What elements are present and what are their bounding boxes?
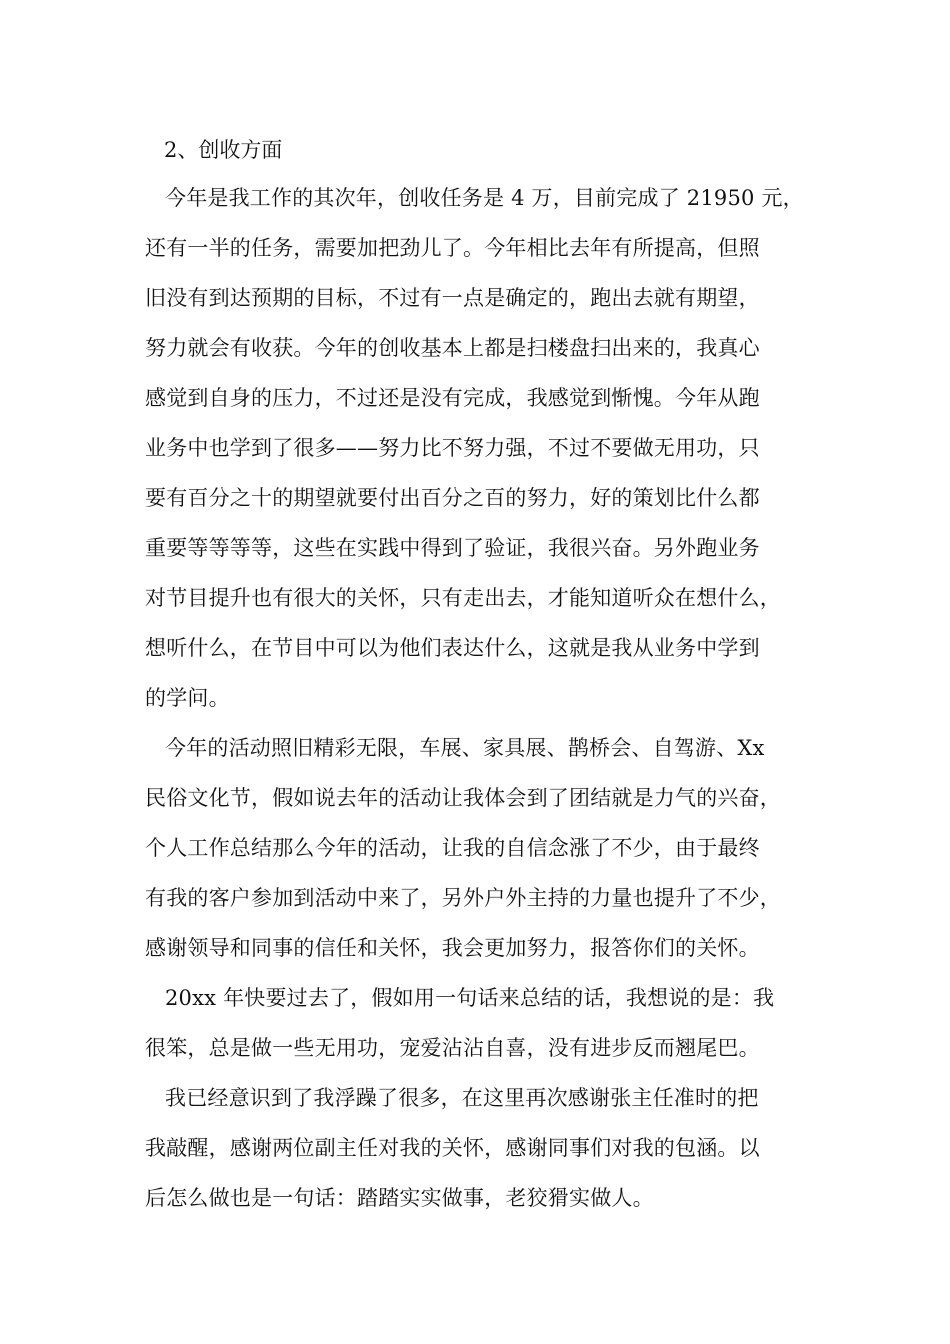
paragraph-line: 重要等等等等，这些在实践中得到了验证，我很兴奋。另外跑业务 bbox=[145, 536, 760, 560]
paragraph-line: 还有一半的任务，需要加把劲儿了。今年相比去年有所提高，但照 bbox=[145, 236, 760, 260]
paragraph-line: 的学问。 bbox=[145, 686, 230, 710]
section-heading: 2、创收方面 bbox=[164, 138, 283, 162]
paragraph-line: 对节目提升也有很大的关怀，只有走出去，才能知道听众在想什么， bbox=[145, 586, 781, 610]
paragraph-line: 努力就会有收获。今年的创收基本上都是扫楼盘扫出来的，我真心 bbox=[145, 336, 760, 360]
paragraph-line: 后怎么做也是一句话：踏踏实实做事，老狡猾实做人。 bbox=[145, 1186, 654, 1210]
paragraph-line: 今年的活动照旧精彩无限，车展、家具展、鹊桥会、自驾游、Xx bbox=[165, 736, 765, 760]
paragraph-line: 我敲醒，感谢两位副主任对我的关怀，感谢同事们对我的包涵。以 bbox=[145, 1136, 760, 1160]
paragraph-thanks bbox=[145, 1073, 825, 1223]
paragraph-activities bbox=[145, 723, 825, 973]
paragraph-line: 感觉到自身的压力，不过还是没有完成，我感觉到惭愧。今年从跑 bbox=[145, 386, 760, 410]
paragraph-line: 个人工作总结那么今年的活动，让我的自信念涨了不少，由于最终 bbox=[145, 836, 760, 860]
paragraph-line: 业务中也学到了很多——努力比不努力强，不过不要做无用功，只 bbox=[145, 436, 760, 460]
paragraph-line: 民俗文化节，假如说去年的活动让我体会到了团结就是力气的兴奋， bbox=[145, 786, 781, 810]
paragraph-line: 我已经意识到了我浮躁了很多，在这里再次感谢张主任准时的把 bbox=[165, 1086, 759, 1110]
paragraph-line: 今年是我工作的其次年，创收任务是 4 万，目前完成了 21950 元， bbox=[165, 186, 804, 210]
paragraph-line: 旧没有到达预期的目标，不过有一点是确定的，跑出去就有期望， bbox=[145, 286, 760, 310]
paragraph-line: 要有百分之十的期望就要付出百分之百的努力，好的策划比什么都 bbox=[145, 486, 760, 510]
paragraph-line: 20xx 年快要过去了，假如用一句话来总结的话，我想说的是：我 bbox=[165, 986, 775, 1010]
paragraph-line: 感谢领导和同事的信任和关怀，我会更加努力，报答你们的关怀。 bbox=[145, 936, 760, 960]
paragraph-revenue bbox=[145, 173, 825, 723]
paragraph-line: 有我的客户参加到活动中来了，另外户外主持的力量也提升了不少， bbox=[145, 886, 781, 910]
paragraph-line: 想听什么，在节目中可以为他们表达什么，这就是我从业务中学到 bbox=[145, 636, 760, 660]
paragraph-line: 很笨，总是做一些无用功，宠爱沾沾自喜，没有进步反而翘尾巴。 bbox=[145, 1036, 760, 1060]
paragraph-year-summary bbox=[145, 973, 825, 1073]
